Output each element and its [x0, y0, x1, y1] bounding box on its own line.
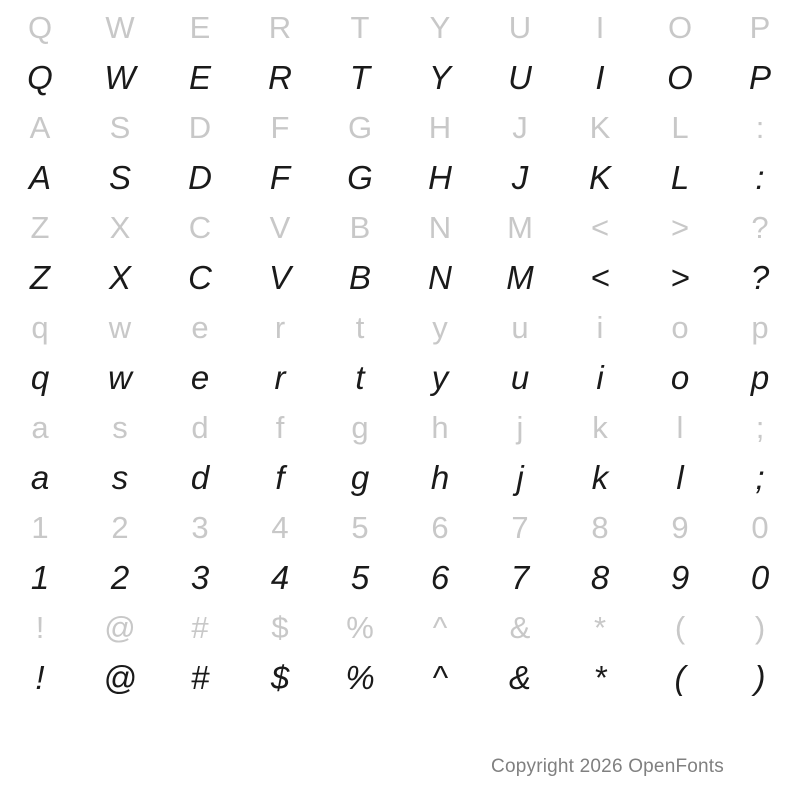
glyph-cell: @: [103, 658, 137, 696]
glyph-cell: H: [428, 109, 452, 145]
glyph-cell: f: [275, 458, 285, 496]
glyph-cell: V: [268, 258, 291, 296]
glyph-cell: 7: [510, 558, 530, 596]
glyph-cell: N: [428, 258, 452, 296]
glyph-cell: 1: [31, 509, 49, 545]
glyph-cell: 0: [750, 558, 770, 596]
glyph-cell: 8: [591, 509, 609, 545]
glyph-row-sample: [0, 550, 800, 604]
glyph-cell: Z: [30, 209, 50, 245]
glyph-cell: ?: [750, 258, 770, 296]
glyph-cell: @: [104, 609, 136, 645]
glyph-cell: U: [508, 58, 532, 96]
glyph-cell: A: [29, 109, 51, 145]
glyph-row-reference: [0, 304, 800, 350]
glyph-cell: 8: [590, 558, 610, 596]
glyph-cell: r: [274, 358, 286, 396]
glyph-cell: q: [31, 309, 49, 345]
glyph-cell: ): [754, 658, 766, 696]
glyph-cell: X: [109, 209, 131, 245]
glyph-cell: R: [268, 9, 292, 45]
glyph-row-sample: [0, 150, 800, 204]
glyph-cell: &: [508, 658, 531, 696]
glyph-cell: P: [748, 58, 771, 96]
glyph-cell: ): [754, 609, 766, 645]
glyph-row-reference: [0, 204, 800, 250]
glyph-cell: D: [188, 158, 212, 196]
glyph-cell: o: [671, 309, 689, 345]
glyph-cell: Y: [429, 9, 451, 45]
glyph-cell: e: [191, 309, 209, 345]
glyph-cell: A: [28, 158, 51, 196]
glyph-cell: <: [590, 258, 610, 296]
glyph-cell: I: [595, 58, 605, 96]
glyph-cell: d: [191, 409, 209, 445]
glyph-cell: a: [30, 458, 50, 496]
glyph-cell: P: [749, 9, 771, 45]
glyph-cell: C: [188, 258, 212, 296]
glyph-cell: 1: [30, 558, 50, 596]
glyph-cell: 6: [431, 509, 449, 545]
glyph-cell: w: [108, 309, 132, 345]
glyph-cell: E: [189, 9, 211, 45]
glyph-cell: ?: [751, 209, 769, 245]
glyph-cell: *: [593, 658, 607, 696]
glyph-cell: p: [750, 358, 770, 396]
glyph-cell: l: [676, 409, 684, 445]
glyph-cell: J: [511, 158, 529, 196]
glyph-cell: C: [188, 209, 212, 245]
glyph-cell: q: [30, 358, 50, 396]
glyph-cell: 6: [430, 558, 450, 596]
glyph-cell: j: [516, 409, 524, 445]
glyph-cell: T: [350, 9, 370, 45]
glyph-cell: :: [755, 158, 765, 196]
glyph-cell: X: [108, 258, 131, 296]
glyph-cell: g: [350, 458, 370, 496]
glyph-cell: u: [510, 358, 530, 396]
glyph-cell: T: [349, 58, 371, 96]
glyph-cell: h: [430, 458, 450, 496]
glyph-cell: i: [596, 309, 604, 345]
glyph-cell: F: [270, 109, 290, 145]
glyph-cell: i: [596, 358, 604, 396]
glyph-cell: y: [431, 358, 449, 396]
copyright-text: Copyright 2026 OpenFonts: [491, 756, 724, 777]
glyph-cell: #: [191, 609, 209, 645]
glyph-row-sample: [0, 250, 800, 304]
glyph-cell: %: [345, 658, 375, 696]
glyph-cell: ;: [755, 409, 765, 445]
glyph-cell: d: [190, 458, 210, 496]
glyph-cell: p: [751, 309, 769, 345]
glyph-cell: 4: [270, 558, 290, 596]
glyph-cell: l: [676, 458, 684, 496]
glyph-cell: k: [592, 409, 608, 445]
glyph-cell: !: [35, 658, 45, 696]
glyph-cell: k: [591, 458, 609, 496]
glyph-cell: r: [274, 309, 286, 345]
glyph-cell: R: [268, 58, 292, 96]
glyph-cell: 5: [351, 509, 369, 545]
glyph-cell: g: [351, 409, 369, 445]
glyph-cell: 0: [751, 509, 769, 545]
glyph-cell: Q: [27, 58, 53, 96]
glyph-cell: s: [112, 409, 128, 445]
glyph-cell: 2: [111, 509, 129, 545]
glyph-cell: %: [346, 609, 374, 645]
glyph-row-reference: [0, 504, 800, 550]
glyph-cell: L: [670, 158, 690, 196]
glyph-cell: $: [270, 658, 290, 696]
glyph-cell: L: [671, 109, 689, 145]
glyph-cell: O: [667, 58, 693, 96]
glyph-cell: 9: [670, 558, 690, 596]
glyph-cell: h: [431, 409, 449, 445]
glyph-cell: t: [355, 358, 365, 396]
glyph-cell: 3: [191, 509, 209, 545]
glyph-cell: H: [428, 158, 452, 196]
glyph-cell: ;: [755, 458, 765, 496]
glyph-cell: S: [108, 158, 131, 196]
glyph-cell: J: [512, 109, 528, 145]
glyph-cell: Z: [29, 258, 51, 296]
glyph-cell: N: [428, 209, 452, 245]
glyph-cell: K: [589, 109, 611, 145]
glyph-cell: w: [108, 358, 132, 396]
glyph-row-sample: [0, 650, 800, 704]
glyph-row-sample: [0, 50, 800, 104]
glyph-cell: I: [595, 9, 605, 45]
glyph-row-reference: [0, 404, 800, 450]
glyph-cell: a: [31, 409, 49, 445]
glyph-cell: 2: [110, 558, 130, 596]
glyph-cell: 5: [350, 558, 370, 596]
glyph-cell: D: [188, 109, 212, 145]
glyph-cell: W: [104, 58, 136, 96]
glyph-cell: S: [109, 109, 131, 145]
glyph-cell: O: [667, 9, 693, 45]
glyph-cell: t: [355, 309, 365, 345]
glyph-cell: Y: [428, 58, 451, 96]
glyph-cell: G: [347, 109, 373, 145]
glyph-cell: >: [670, 258, 690, 296]
glyph-cell: Q: [27, 9, 53, 45]
glyph-cell: W: [105, 9, 135, 45]
glyph-cell: e: [190, 358, 210, 396]
glyph-cell: V: [269, 209, 291, 245]
glyph-cell: *: [593, 609, 607, 645]
glyph-cell: ^: [432, 658, 448, 696]
glyph-cell: (: [674, 609, 686, 645]
glyph-cell: 3: [190, 558, 210, 596]
glyph-cell: u: [511, 309, 529, 345]
glyph-cell: M: [506, 258, 534, 296]
glyph-cell: j: [516, 458, 524, 496]
glyph-cell: s: [111, 458, 129, 496]
glyph-cell: B: [349, 209, 371, 245]
glyph-cell: B: [348, 258, 371, 296]
glyph-cell: 7: [511, 509, 529, 545]
glyph-cell: M: [507, 209, 533, 245]
glyph-cell: E: [188, 58, 211, 96]
glyph-cell: 9: [671, 509, 689, 545]
glyph-cell: <: [590, 209, 610, 245]
glyph-cell: F: [269, 158, 291, 196]
glyph-row-sample: [0, 350, 800, 404]
glyph-cell: >: [670, 209, 690, 245]
glyph-cell: 4: [271, 509, 289, 545]
glyph-cell: #: [190, 658, 210, 696]
glyph-cell: G: [347, 158, 373, 196]
footer: [0, 756, 800, 778]
glyph-cell: ^: [432, 609, 448, 645]
glyph-cell: U: [508, 9, 532, 45]
glyph-row-sample: [0, 450, 800, 504]
glyph-cell: y: [432, 309, 448, 345]
glyph-cell: $: [271, 609, 289, 645]
glyph-cell: :: [755, 109, 765, 145]
glyph-row-reference: [0, 104, 800, 150]
glyph-cell: f: [275, 409, 285, 445]
glyph-row-reference: [0, 604, 800, 650]
glyph-cell: (: [674, 658, 686, 696]
glyph-cell: !: [35, 609, 45, 645]
glyph-cell: o: [670, 358, 690, 396]
glyph-row-reference: [0, 4, 800, 50]
glyph-cell: K: [588, 158, 611, 196]
glyph-cell: &: [509, 609, 531, 645]
